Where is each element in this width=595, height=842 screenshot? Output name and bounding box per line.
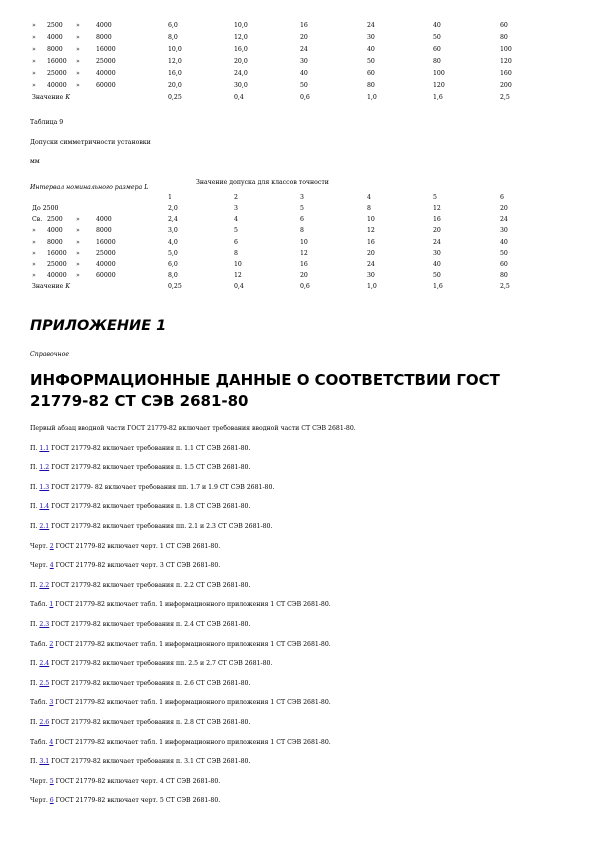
table-row xyxy=(0,203,595,214)
row-label-part: 60000 xyxy=(96,272,116,280)
table-cell: 120 xyxy=(433,82,445,89)
table-cell: 20,0 xyxy=(234,58,248,65)
column-header-interval: Интервал номинального размера L xyxy=(30,184,149,191)
line-prefix: П. xyxy=(30,719,40,726)
row-label-part: » xyxy=(76,34,80,41)
line-text: ГОСТ 21779-82 включает требования п. 1.8 СТ СЭВ 2681-80. xyxy=(49,503,251,510)
k-value-cell: 1,0 xyxy=(367,94,377,101)
line-text: ГОСТ 21779-82 включает табл. 1 информационного приложения 1 СТ СЭВ 2681-80. xyxy=(53,641,331,648)
row-label-part: Св. xyxy=(32,216,43,224)
row-label-part: 25000 xyxy=(47,260,67,268)
table-cell: 16 xyxy=(367,238,375,246)
row-label-part: 16000 xyxy=(96,46,116,53)
row-label-part: 4000 xyxy=(47,227,63,235)
table-cell: 40 xyxy=(433,22,441,29)
k-value-row xyxy=(0,281,595,292)
table-row xyxy=(0,80,595,92)
class-number: 2 xyxy=(234,194,238,201)
table-cell: 24 xyxy=(367,22,375,29)
table-row xyxy=(0,259,595,270)
row-label-part: » xyxy=(32,227,36,235)
correspondence-line xyxy=(30,620,250,629)
table-cell: 80 xyxy=(433,58,441,65)
table-cell: 5 xyxy=(300,205,304,212)
table-cell: 5 xyxy=(234,227,238,235)
line-prefix: П. xyxy=(30,582,40,589)
table-cell: 10,0 xyxy=(168,46,182,53)
table-cell: 16,0 xyxy=(168,70,182,77)
k-label: Значение K xyxy=(32,94,70,101)
row-label-part: » xyxy=(76,82,80,89)
table-row xyxy=(0,225,595,236)
table-cell: 40 xyxy=(433,260,441,268)
line-text: ГОСТ 21779-82 включает требования пп. 2.1 и 2.3 СТ СЭВ 2681-80. xyxy=(49,523,273,530)
table-cell: 8,0 xyxy=(168,272,178,280)
row-label-part: » xyxy=(76,70,80,77)
line-text: ГОСТ 21779-82 включает требования п. 2.4 СТ СЭВ 2681-80. xyxy=(49,621,251,628)
row-label-part: » xyxy=(32,272,36,280)
row-label-part: » xyxy=(76,260,80,268)
row-label-part: » xyxy=(76,238,80,246)
clause-link[interactable]: 4 xyxy=(49,562,54,569)
table-cell: 20 xyxy=(300,272,308,280)
correspondence-line xyxy=(30,679,250,688)
column-header-group: Значение допуска для классов точности xyxy=(196,179,329,186)
line-prefix: Черт. xyxy=(30,562,50,569)
clause-link[interactable]: 4 xyxy=(49,739,54,746)
clause-link[interactable]: 2 xyxy=(49,641,54,648)
table-cell: 80 xyxy=(500,34,508,41)
line-prefix: П. xyxy=(30,445,40,452)
table-cell: 200 xyxy=(500,82,512,89)
line-prefix: П. xyxy=(30,503,40,510)
table-cell: 10 xyxy=(234,260,242,268)
table-row xyxy=(0,68,595,80)
table-cell: 30 xyxy=(500,227,508,235)
row-label-part: 2500 xyxy=(47,216,63,224)
table-cell: 6 xyxy=(300,216,304,224)
correspondence-line xyxy=(30,483,274,492)
clause-link[interactable]: 2.5 xyxy=(39,680,50,687)
clause-link[interactable]: 1.2 xyxy=(39,464,50,471)
table-row xyxy=(0,237,595,248)
line-text: ГОСТ 21779-82 включает черт. 4 СТ СЭВ 2681-80. xyxy=(53,778,221,785)
table-cell: 30,0 xyxy=(234,82,248,89)
table-cell: 3,0 xyxy=(168,227,178,235)
line-prefix: Табл. xyxy=(30,699,50,706)
table-cell: 10,0 xyxy=(234,22,248,29)
table-cell: 20 xyxy=(500,205,508,212)
row-label-part: 8000 xyxy=(96,34,112,41)
table-cell: 24 xyxy=(500,216,508,224)
k-value-cell: 0,25 xyxy=(168,94,182,101)
table-cell: 8,0 xyxy=(168,34,178,41)
line-text: ГОСТ 21779-82 включает требования п. 1.1 СТ СЭВ 2681-80. xyxy=(49,445,251,452)
line-prefix: Черт. xyxy=(30,543,50,550)
clause-link[interactable]: 5 xyxy=(49,778,54,785)
table-cell: 120 xyxy=(500,58,512,65)
clause-link[interactable]: 2 xyxy=(49,543,54,550)
k-value-cell: 1,6 xyxy=(433,94,443,101)
row-label-part: » xyxy=(32,249,36,257)
class-number: 6 xyxy=(500,194,504,201)
row-label-part: » xyxy=(32,34,36,41)
correspondence-line xyxy=(30,777,220,786)
line-text: ГОСТ 21779-82 включает требования п. 2.2 СТ СЭВ 2681-80. xyxy=(49,582,251,589)
table-cell: 50 xyxy=(433,34,441,41)
table-cell: 8 xyxy=(300,227,304,235)
row-label-part: 40000 xyxy=(47,82,67,89)
row-label-part: » xyxy=(32,70,36,77)
correspondence-line xyxy=(30,561,220,570)
line-text: ГОСТ 21779-82 включает требования п. 2.8 СТ СЭВ 2681-80. xyxy=(49,719,251,726)
row-label-part: 25000 xyxy=(96,58,116,65)
table-cell: 100 xyxy=(500,46,512,53)
table-cell: 24,0 xyxy=(234,70,248,77)
correspondence-line xyxy=(30,463,250,472)
row-label-part: 40000 xyxy=(47,272,67,280)
table-cell: 4,0 xyxy=(168,238,178,246)
clause-link[interactable]: 1.3 xyxy=(39,484,50,491)
table-row xyxy=(0,32,595,44)
accuracy-class-header-row xyxy=(0,192,595,203)
line-prefix: Табл. xyxy=(30,601,50,608)
table-cell: 12 xyxy=(234,272,242,280)
row-label-part: » xyxy=(32,22,36,29)
row-label-part: 40000 xyxy=(96,260,116,268)
table-cell: 16 xyxy=(300,22,308,29)
line-text: ГОСТ 21779-82 включает требования п. 1.5 СТ СЭВ 2681-80. xyxy=(49,464,251,471)
row-label-part: 8000 xyxy=(47,238,63,246)
clause-link[interactable]: 2.4 xyxy=(39,660,50,667)
appendix-title: ПРИЛОЖЕНИЕ 1 xyxy=(30,318,167,334)
table-row xyxy=(0,56,595,68)
line-prefix: П. xyxy=(30,523,40,530)
symmetry-tolerance-table xyxy=(0,203,595,293)
row-label-part: » xyxy=(76,249,80,257)
table-row xyxy=(0,20,595,32)
tolerance-table-continued xyxy=(0,20,595,104)
table-cell: 80 xyxy=(367,82,375,89)
table-cell: 24 xyxy=(300,46,308,53)
row-label-part: » xyxy=(76,216,80,224)
class-number: 5 xyxy=(433,194,437,201)
table-cell: 20 xyxy=(433,227,441,235)
row-label-part: 16000 xyxy=(47,249,67,257)
k-value-cell: 1,0 xyxy=(367,283,377,291)
table-cell: 50 xyxy=(433,272,441,280)
row-label-part: » xyxy=(32,58,36,65)
k-value-cell: 0,6 xyxy=(300,283,310,291)
table-cell: 160 xyxy=(500,70,512,77)
clause-link[interactable]: 1.1 xyxy=(39,445,50,452)
row-label-part: 25000 xyxy=(96,249,116,257)
table-unit: мм xyxy=(30,158,40,165)
line-prefix: Черт. xyxy=(30,778,50,785)
table-cell: 40 xyxy=(500,238,508,246)
table-cell: 2,0 xyxy=(168,205,178,212)
table-cell: 6,0 xyxy=(168,22,178,29)
appendix-subtitle: Справочное xyxy=(30,351,70,358)
table-cell: 2,4 xyxy=(168,216,178,224)
row-label: До 2500 xyxy=(32,205,59,212)
correspondence-line xyxy=(30,698,331,707)
table-cell: 10 xyxy=(300,238,308,246)
clause-link[interactable]: 2.1 xyxy=(39,523,50,530)
correspondence-line xyxy=(30,424,356,433)
line-prefix: П. xyxy=(30,660,40,667)
clause-link[interactable]: 2.3 xyxy=(39,621,50,628)
table-cell: 10 xyxy=(367,216,375,224)
table-cell: 6,0 xyxy=(168,260,178,268)
table-cell: 24 xyxy=(367,260,375,268)
table-cell: 20 xyxy=(367,249,375,257)
row-label-part: 60000 xyxy=(96,82,116,89)
correspondence-line xyxy=(30,738,331,747)
table-cell: 12 xyxy=(433,205,441,212)
k-value-cell: 0,6 xyxy=(300,94,310,101)
table-cell: 20,0 xyxy=(168,82,182,89)
line-prefix: П. xyxy=(30,464,40,471)
table-cell: 60 xyxy=(367,70,375,77)
class-number: 4 xyxy=(367,194,371,201)
line-prefix: Табл. xyxy=(30,739,50,746)
table-cell: 60 xyxy=(433,46,441,53)
table-cell: 50 xyxy=(500,249,508,257)
table-cell: 16 xyxy=(433,216,441,224)
table-cell: 30 xyxy=(367,272,375,280)
row-label-part: » xyxy=(32,82,36,89)
line-text: ГОСТ 21779-82 включает табл. 1 информационного приложения 1 СТ СЭВ 2681-80. xyxy=(53,601,331,608)
line-text: ГОСТ 21779-82 включает черт. 5 СТ СЭВ 2681-80. xyxy=(53,797,221,804)
table-cell: 30 xyxy=(433,249,441,257)
correspondence-line xyxy=(30,640,331,649)
line-prefix: П. xyxy=(30,621,40,628)
table-cell: 12,0 xyxy=(234,34,248,41)
correspondence-line xyxy=(30,659,272,668)
table-cell: 8 xyxy=(234,249,238,257)
clause-link[interactable]: 2.6 xyxy=(39,719,50,726)
row-label-part: 8000 xyxy=(47,46,63,53)
row-label-part: 4000 xyxy=(47,34,63,41)
table-cell: 8 xyxy=(367,205,371,212)
table-cell: 30 xyxy=(300,58,308,65)
line-prefix: Табл. xyxy=(30,641,50,648)
row-label-part: 16000 xyxy=(47,58,67,65)
k-value-cell: 2,5 xyxy=(500,94,510,101)
k-value-cell: 0,4 xyxy=(234,94,244,101)
class-number: 3 xyxy=(300,194,304,201)
line-prefix: П. xyxy=(30,758,40,765)
appendix-heading: ИНФОРМАЦИОННЫЕ ДАННЫЕ О СООТВЕТСТВИИ ГОСТ 21779-82 СТ СЭВ 2681-80 xyxy=(30,371,500,410)
table-row xyxy=(0,248,595,259)
clause-link[interactable]: 1 xyxy=(49,601,54,608)
clause-link[interactable]: 1.4 xyxy=(39,503,50,510)
table-cell: 12 xyxy=(367,227,375,235)
k-value-cell: 0,25 xyxy=(168,283,182,291)
k-value-cell: 2,5 xyxy=(500,283,510,291)
table-cell: 16 xyxy=(300,260,308,268)
table-cell: 30 xyxy=(367,34,375,41)
line-prefix: Черт. xyxy=(30,797,50,804)
table-cell: 4 xyxy=(234,216,238,224)
line-prefix: П. xyxy=(30,680,40,687)
row-label-part: 2500 xyxy=(47,22,63,29)
clause-link[interactable]: 2.2 xyxy=(39,582,50,589)
class-number-row xyxy=(0,192,595,203)
table-cell: 50 xyxy=(367,58,375,65)
row-label-part: » xyxy=(32,238,36,246)
table-cell: 12,0 xyxy=(168,58,182,65)
row-label-part: 4000 xyxy=(96,22,112,29)
table-cell: 40 xyxy=(367,46,375,53)
row-label-part: 8000 xyxy=(96,227,112,235)
clause-link[interactable]: 3 xyxy=(49,699,54,706)
table-cell: 50 xyxy=(300,82,308,89)
line-text: ГОСТ 21779-82 включает табл. 1 информационного приложения 1 СТ СЭВ 2681-80. xyxy=(53,699,331,706)
class-number: 1 xyxy=(168,194,172,201)
k-label: Значение K xyxy=(32,283,70,291)
row-label-part: » xyxy=(76,58,80,65)
line-text: ГОСТ 21779-82 включает требования п. 3.1 СТ СЭВ 2681-80. xyxy=(49,758,251,765)
row-label-part: » xyxy=(76,22,80,29)
correspondence-line xyxy=(30,757,250,766)
table-cell: 12 xyxy=(300,249,308,257)
table-cell: 6 xyxy=(234,238,238,246)
correspondence-line xyxy=(30,444,250,453)
row-label-part: » xyxy=(32,46,36,53)
table-cell: 60 xyxy=(500,260,508,268)
line-prefix: Первый абзац вводной части ГОСТ 21779-82 включает требования вводной части СТ СЭВ 2681-80. xyxy=(30,425,356,432)
row-label-part: » xyxy=(76,272,80,280)
line-text: ГОСТ 21779-82 включает требования пп. 2.5 и 2.7 СТ СЭВ 2681-80. xyxy=(49,660,273,667)
correspondence-line xyxy=(30,522,272,531)
table-cell: 60 xyxy=(500,22,508,29)
table-cell: 100 xyxy=(433,70,445,77)
table-row xyxy=(0,214,595,225)
correspondence-line xyxy=(30,542,220,551)
table-cell: 40 xyxy=(300,70,308,77)
row-label-part: 25000 xyxy=(47,70,67,77)
row-label-part: 4000 xyxy=(96,216,112,224)
table-cell: 16,0 xyxy=(234,46,248,53)
row-label-part: » xyxy=(76,46,80,53)
table-cell: 5,0 xyxy=(168,249,178,257)
correspondence-line xyxy=(30,581,250,590)
row-label-part: » xyxy=(76,227,80,235)
correspondence-line xyxy=(30,718,250,727)
line-text: ГОСТ 21779-82 включает табл. 1 информационного приложения 1 СТ СЭВ 2681-80. xyxy=(53,739,331,746)
table-cell: 20 xyxy=(300,34,308,41)
line-text: ГОСТ 21779-82 включает требования п. 2.6 СТ СЭВ 2681-80. xyxy=(49,680,251,687)
correspondence-line xyxy=(30,502,250,511)
table-caption: Таблица 9 xyxy=(30,119,64,126)
correspondence-line xyxy=(30,796,220,805)
clause-link[interactable]: 3.1 xyxy=(39,758,50,765)
table-cell: 24 xyxy=(433,238,441,246)
clause-link[interactable]: 6 xyxy=(49,797,54,804)
k-value-cell: 1,6 xyxy=(433,283,443,291)
table-cell: 80 xyxy=(500,272,508,280)
table-row xyxy=(0,44,595,56)
line-text: ГОСТ 21779-82 включает черт. 1 СТ СЭВ 2681-80. xyxy=(53,543,221,550)
row-label-part: 16000 xyxy=(96,238,116,246)
correspondence-line xyxy=(30,600,331,609)
table-cell: 3 xyxy=(234,205,238,212)
k-value-row xyxy=(0,92,595,104)
k-value-cell: 0,4 xyxy=(234,283,244,291)
line-prefix: П. xyxy=(30,484,40,491)
table-row xyxy=(0,270,595,281)
row-label-part: 40000 xyxy=(96,70,116,77)
row-label-part: » xyxy=(32,260,36,268)
line-text: ГОСТ 21779-82 включает черт. 3 СТ СЭВ 2681-80. xyxy=(53,562,221,569)
line-text: ГОСТ 21779- 82 включает требования пп. 1.7 и 1.9 СТ СЭВ 2681-80. xyxy=(49,484,275,491)
table-title: Допуски симметричности установки xyxy=(30,139,151,146)
